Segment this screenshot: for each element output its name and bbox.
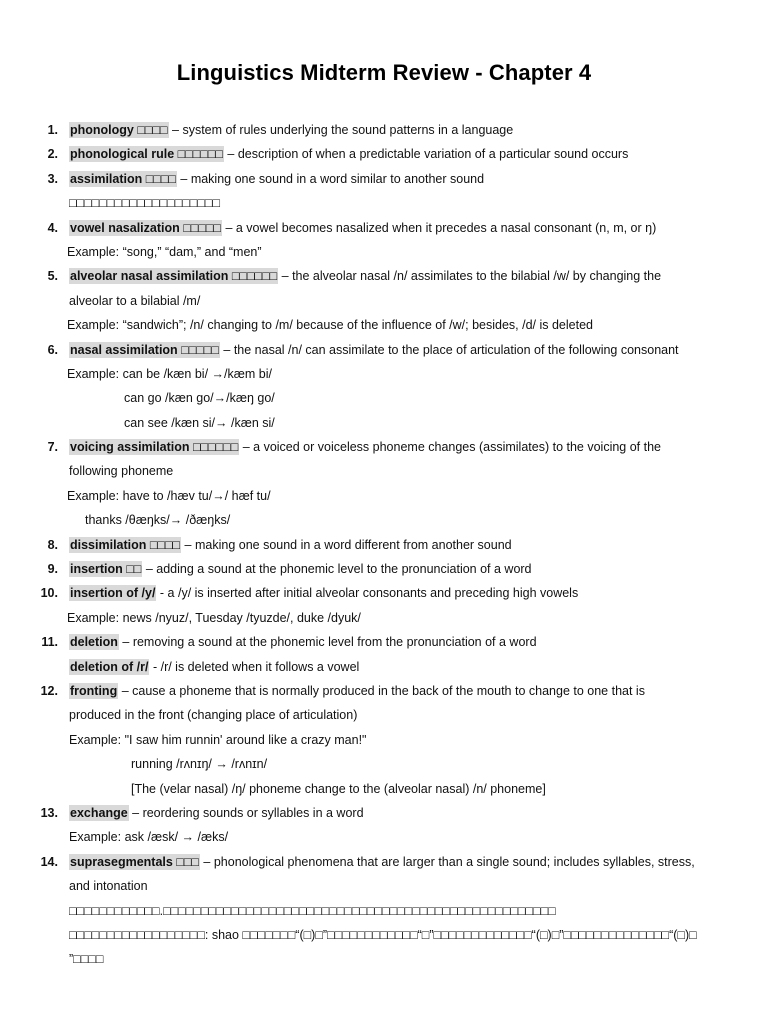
item-description: – the alveolar nasal /n/ assimilates to the bilabial /w/ by changing the [278,269,662,284]
item-number: 12. [40,683,58,698]
item-description: - a /y/ is inserted after initial alveolar consonants and preceding high vowels [156,586,579,601]
item-description: – making one sound in a word different from another sound [181,537,512,552]
continuation-line [0,923,768,947]
item-number: 13. [40,805,58,820]
item-term: phonology □□□□ [70,123,168,137]
item-number: 7. [47,440,58,455]
example-text: Example: "I saw him runnin' around like a crazy man!" [69,732,367,747]
example-text: Example: “song,” “dam,” and “men” [67,244,262,259]
list-item [0,216,768,240]
description-continuation: following phoneme [69,464,174,479]
example-text: thanks /θæŋks/→ /ðæŋks/ [85,513,231,528]
example-line [0,777,768,801]
example-line [0,606,768,630]
item-description: – a voiced or voiceless phoneme changes (assimilates) to the voicing of the [239,440,662,455]
example-line [0,728,768,752]
list-item [0,118,768,142]
list-item [0,679,768,703]
description-continuation: alveolar to a bilabial /m/ [69,293,201,308]
continuation-line [0,459,768,483]
example-line [0,752,768,776]
item-number: 2. [47,147,58,162]
item-term: phonological rule □□□□□□ [70,147,223,162]
item-description: – making one sound in a word similar to another sound [176,171,485,186]
example-text: Example: have to /hæv tu/→/ hæf tu/ [67,488,271,503]
item-description: – description of when a predictable variation of a particular sound occurs [223,147,629,162]
example-text: Example: news /nyuz/, Tuesday /tyuzde/, duke /dyuk/ [67,610,361,625]
item-term: suprasegmentals □□□ [70,854,199,869]
item-term: insertion □□ [70,562,142,577]
item-term: assimilation □□□□ [70,171,176,186]
page-title: Linguistics Midterm Review - Chapter 4 [176,60,592,85]
item-number: 6. [47,342,58,357]
item-description: – reordering sounds or syllables in a word [128,805,364,820]
item-number: 14. [40,854,58,869]
item-description: – a vowel becomes nasalized when it precedes a nasal consonant (n, m, or ŋ) [221,220,657,235]
continuation-line [0,947,768,971]
continuation-line [0,191,768,215]
cjk-note: □□□□□□□□□□□□□□□□□□□□ [69,196,221,211]
item-description: – the nasal /n/ can assimilate to the place of articulation of the following consonant [219,342,679,357]
item-number: 5. [47,269,58,284]
example-text: Example: can be /kæn bi/ →/kæm bi/ [67,366,272,381]
item-term: fronting [70,683,118,698]
list-item [0,630,768,654]
item-number: 8. [47,537,58,552]
example-text: running /rʌnɪŋ/ → /rʌnɪn/ [131,757,268,772]
list-item [0,557,768,581]
continuation-line [0,899,768,923]
item-number: 9. [47,562,58,577]
example-text: can go /kæn go/→/kæŋ go/ [124,391,275,406]
item-description: – removing a sound at the phonemic level from the pronunciation of a word [118,635,537,650]
item-term: deletion of /r/ [70,659,149,674]
list-item [0,435,768,459]
example-line [0,411,768,435]
list-item [0,142,768,166]
item-description: – phonological phenomena that are larger than a single sound; includes syllables, stress, [199,854,695,869]
item-number: 10. [40,586,58,601]
example-line [0,508,768,532]
cjk-note: □□□□□□□□□□□□.□□□□□□□□□□□□□□□□□□□□□□□□□□□□□□□□□□□□□□□□□□□□□□□□□□□□ [69,903,556,918]
list-item [0,850,768,874]
list-item [0,338,768,362]
item-description: – cause a phoneme that is normally produced in the back of the mouth to change to one that is [118,683,645,698]
item-term: nasal assimilation □□□□□ [70,342,219,357]
example-line [0,386,768,410]
item-term: insertion of /y/ [70,586,156,601]
continuation-line [0,874,768,898]
item-term: alveolar nasal assimilation □□□□□□ [70,269,278,284]
item-term: exchange [70,805,128,820]
example-line [0,313,768,337]
item-number: 4. [47,220,58,235]
list-item [0,264,768,288]
item-number: 1. [47,123,58,137]
list-item [0,581,768,605]
continuation-line [0,703,768,727]
example-line [0,240,768,264]
item-description: – system of rules underlying the sound patterns in a language [168,123,514,137]
item-term: dissimilation □□□□ [70,537,181,552]
list-item [0,801,768,825]
description-continuation: and intonation [69,879,148,894]
item-number: 3. [47,171,58,186]
cjk-note: □□□□□□□□□□□□□□□□□□: shao □□□□□□□“(□)□”□□□□□□□□□□□□“□”□□□□□□□□□□□□□“(□)□”□□□□□□□□□□□□□□“(□)□ [69,927,697,942]
example-line [0,825,768,849]
review-list [0,118,768,972]
item-term: vowel nasalization □□□□□ [70,220,221,235]
item-term: deletion [70,635,118,650]
example-text: can see /kæn si/→ /kæn si/ [124,415,275,430]
continuation-line [0,289,768,313]
example-text: Example: ask /æsk/ → /æks/ [69,830,229,845]
item-term: voicing assimilation □□□□□□ [70,440,239,455]
sub-item [0,655,768,679]
description-continuation: produced in the front (changing place of articulation) [69,708,358,723]
list-item [0,167,768,191]
example-line [0,484,768,508]
item-number: 11. [41,635,58,650]
example-line [0,362,768,386]
example-text: [The (velar nasal) /ŋ/ phoneme change to the (alveolar nasal) /n/ phoneme] [131,781,546,796]
item-description: – adding a sound at the phonemic level to the pronunciation of a word [142,562,532,577]
item-description: - /r/ is deleted when it follows a vowel [149,659,360,674]
example-text: Example: “sandwich”; /n/ changing to /m/ because of the influence of /w/; besides, /d/ is deleted [67,318,593,333]
cjk-note: ”□□□□ [69,952,104,967]
list-item [0,533,768,557]
